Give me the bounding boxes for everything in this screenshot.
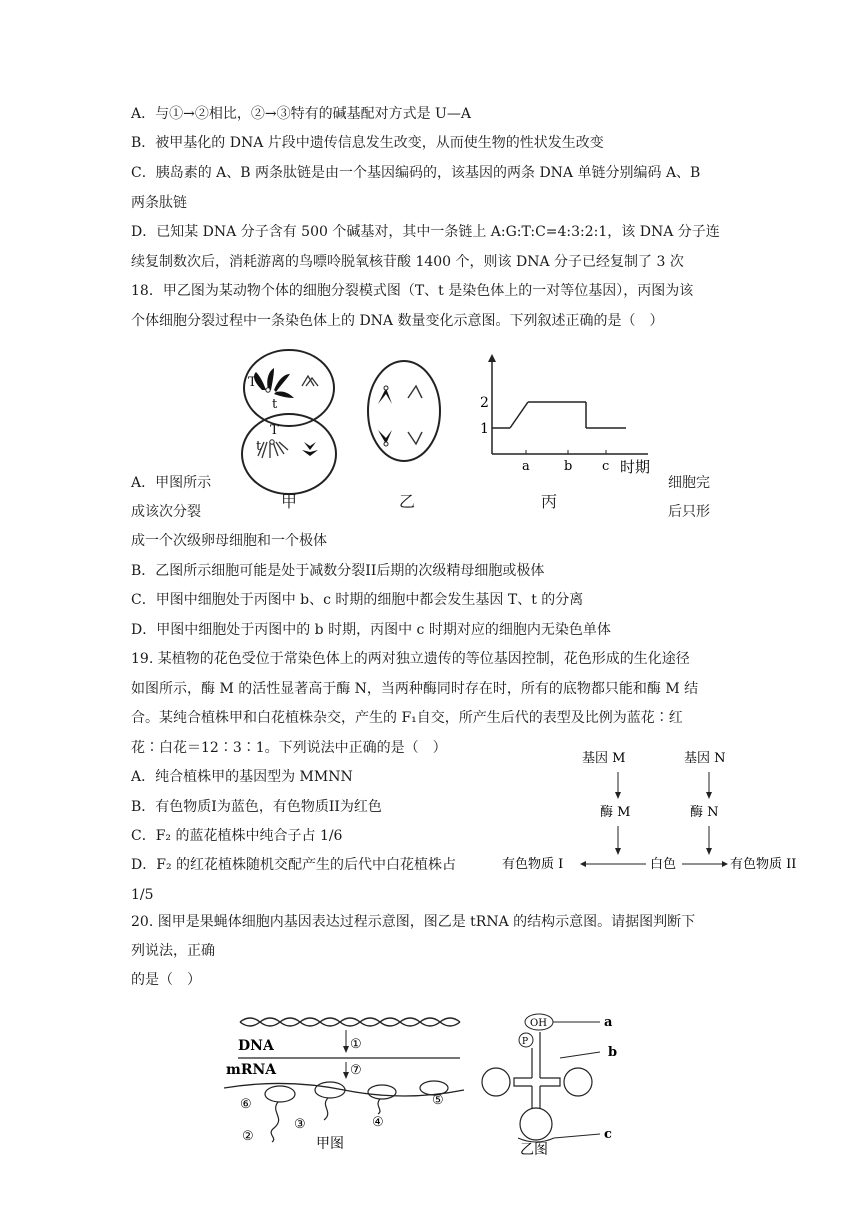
q19-stem-line2: 如图所示，酶 M 的活性显著高于酶 N，当两种酶同时存在时，所有的底物都只能和酶 M 结 xyxy=(131,681,699,697)
x-tick-b: b xyxy=(564,459,573,474)
label-c: c xyxy=(604,1127,612,1142)
gene-label-t-lower: t xyxy=(256,439,262,454)
q20-figure-gene-expression xyxy=(224,1012,470,1156)
q18-stem-line2: 个体细胞分裂过程中一条染色体上的 DNA 数量变化示意图。下列叙述正确的是（ ） xyxy=(131,313,664,329)
pathway-product-left: 有色物质 I xyxy=(502,857,564,872)
label-a: a xyxy=(604,1015,613,1030)
oh-label: OH xyxy=(530,1018,547,1029)
q18-option-d: D．甲图中细胞处于丙图中的 b 时期，丙图中 c 时期对应的细胞内无染色单体 xyxy=(131,622,611,638)
pathway-gene-m: 基因 M xyxy=(582,751,626,766)
q18-stem-line1: 18．甲乙图为某动物个体的细胞分裂模式图（T、t 是染色体上的一对等位基因），丙图为该 xyxy=(131,283,694,299)
q19-option-d-line2: 1/5 xyxy=(131,887,154,903)
caption-figure-jia: 甲图 xyxy=(316,1136,344,1152)
label-5: ⑤ xyxy=(432,1093,444,1108)
caption-yi: 乙 xyxy=(399,492,416,511)
figure-bing-graph xyxy=(478,350,658,476)
gene-label-T-lower: T xyxy=(270,423,279,438)
q18-option-b: B．乙图所示细胞可能是处于减数分裂II后期的次级精母细胞或极体 xyxy=(131,563,545,579)
q19-option-a: A．纯合植株甲的基因型为 MMNN xyxy=(131,769,353,785)
gene-label-t-upper: t xyxy=(272,397,278,412)
gene-label-T-upper: T xyxy=(248,375,257,390)
pathway-gene-n: 基因 N xyxy=(684,751,726,766)
pathway-enzyme-m: 酶 M xyxy=(600,805,631,820)
q19-option-c: C．F₂ 的蓝花植株中纯合子占 1/6 xyxy=(131,828,343,844)
q18-option-a-right2: 后只形 xyxy=(668,504,710,520)
x-tick-c: c xyxy=(602,459,610,474)
q20-stem-line3: 的是（ ） xyxy=(131,972,201,988)
p-label: P xyxy=(522,1037,529,1047)
figure-jia-cell xyxy=(234,346,344,502)
pathway-substrate: 白色 xyxy=(650,857,677,872)
label-4: ④ xyxy=(372,1115,384,1130)
q18-option-a-left1: A．甲图所示 xyxy=(131,475,212,491)
q20-stem-line1: 20. 图甲是果蝇体细胞内基因表达过程示意图，图乙是 tRNA 的结构示意图。请据图判断下 xyxy=(131,914,696,930)
q17-option-b: B．被甲基化的 DNA 片段中遗传信息发生改变，从而使生物的性状发生改变 xyxy=(131,135,604,151)
q17-option-a: A．与①→②相比，②→③特有的碱基配对方式是 U—A xyxy=(131,106,471,122)
label-3: ③ xyxy=(294,1117,306,1132)
caption-figure-yi: 乙图 xyxy=(520,1142,548,1158)
pathway-product-right: 有色物质 II xyxy=(730,857,797,872)
label-7: ⑦ xyxy=(350,1063,362,1078)
pathway-enzyme-n: 酶 N xyxy=(690,805,719,820)
q18-option-a-line3: 成一个次级卵母细胞和一个极体 xyxy=(131,533,327,549)
mrna-label: mRNA xyxy=(226,1062,277,1078)
dna-label: DNA xyxy=(238,1038,274,1054)
q20-stem-line2: 列说法，正确 xyxy=(131,943,215,959)
figure-yi-cell xyxy=(364,358,444,464)
q19-stem-line4: 花∶白花＝12∶3∶1。下列说法中正确的是（ ） xyxy=(131,740,447,756)
q18-option-a-left2: 成该次分裂 xyxy=(131,504,201,520)
q17-option-c-line1: C．胰岛素的 A、B 两条肽链是由一个基因编码的，该基因的两条 DNA 单链分别编码 A、B xyxy=(131,165,701,181)
q19-option-b: B．有色物质I为蓝色，有色物质II为红色 xyxy=(131,799,382,815)
q19-stem-line1: 19. 某植物的花色受位于常染色体上的两对独立遗传的等位基因控制，花色形成的生化途径 xyxy=(131,651,690,667)
x-tick-a: a xyxy=(522,459,530,474)
q17-option-d-line2: 续复制数次后，消耗游离的鸟嘌呤脱氧核苷酸 1400 个，则该 DNA 分子已经复制了 3 次 xyxy=(131,254,684,270)
caption-jia: 甲 xyxy=(281,492,298,511)
y-tick-2: 2 xyxy=(480,395,489,411)
y-tick-1: 1 xyxy=(480,421,489,437)
label-b: b xyxy=(608,1045,618,1060)
q19-pathway-diagram xyxy=(496,744,816,874)
q17-option-c-line2: 两条肽链 xyxy=(131,195,187,211)
q18-option-c: C．甲图中细胞处于丙图中 b、c 时期的细胞中都会发生基因 T、t 的分离 xyxy=(131,592,584,608)
x-axis-label: 时期 xyxy=(620,458,651,476)
q18-option-a-right1: 细胞完 xyxy=(668,475,710,491)
q20-figure-trna xyxy=(474,1008,624,1158)
q19-stem-line3: 合。某纯合植株甲和白花植株杂交，产生的 F₁自交，所产生后代的表型及比例为蓝花∶红 xyxy=(131,710,683,726)
caption-bing: 丙 xyxy=(541,492,558,511)
label-2: ② xyxy=(242,1129,254,1144)
label-1: ① xyxy=(350,1037,362,1052)
label-6: ⑥ xyxy=(240,1097,252,1112)
q19-option-d: D．F₂ 的红花植株随机交配产生的后代中白花植株占 xyxy=(131,857,456,873)
q17-option-d-line1: D．已知某 DNA 分子含有 500 个碱基对，其中一条链上 A:G:T:C=4:3:2:1，该 DNA 分子连 xyxy=(131,224,720,240)
